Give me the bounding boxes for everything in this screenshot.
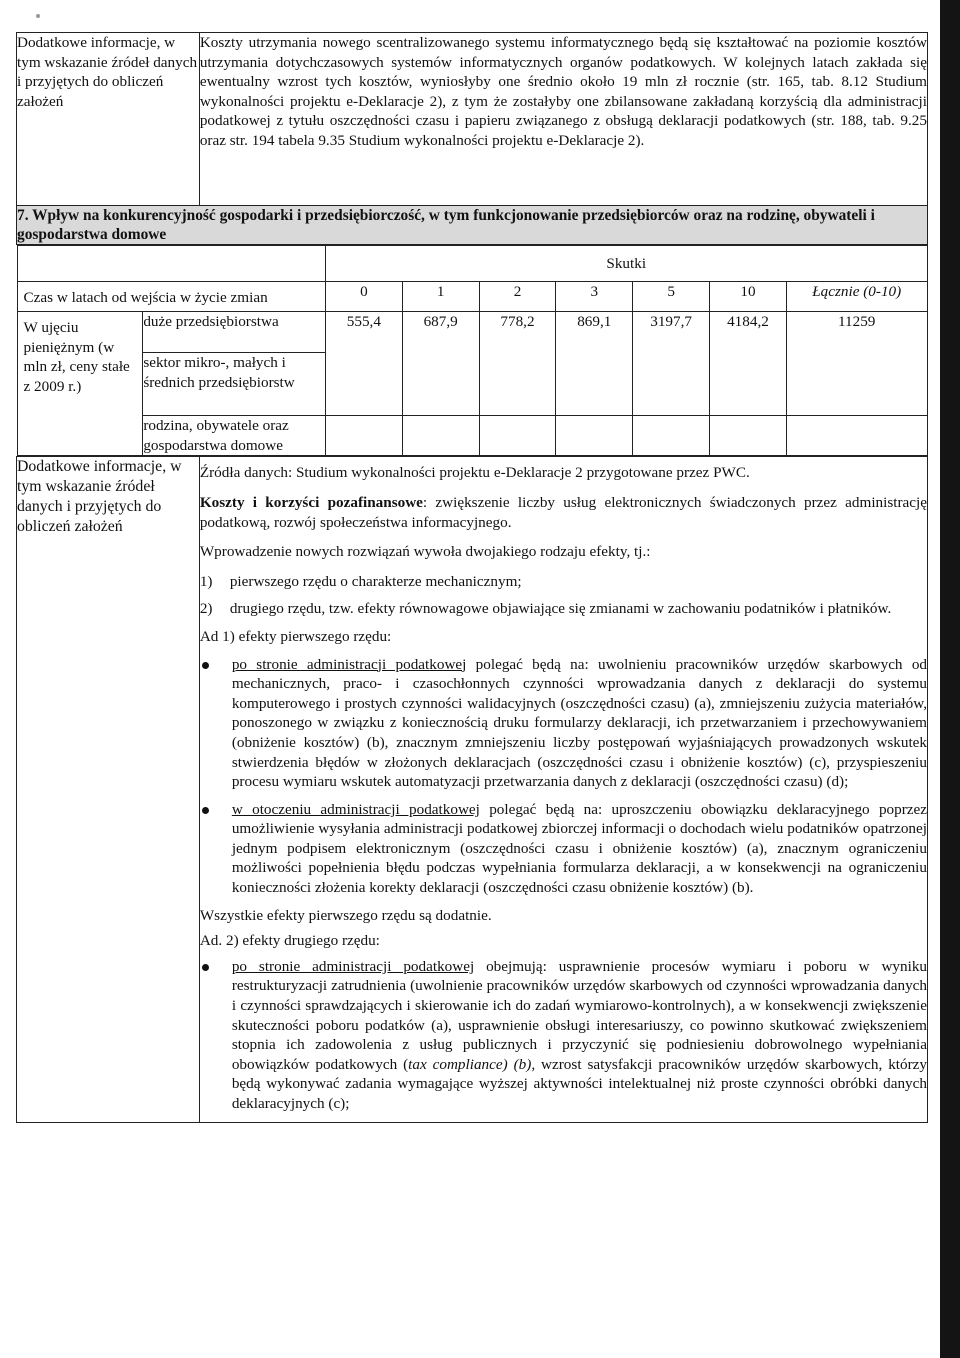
years-header-row bbox=[17, 281, 927, 312]
year-header: 10 bbox=[740, 282, 756, 300]
value-cell: 778,2 bbox=[500, 313, 535, 331]
category-large-enterprises: duże przedsiębiorstwa bbox=[143, 313, 279, 331]
bullet-icon bbox=[202, 964, 209, 971]
effects-data-row bbox=[17, 312, 927, 353]
total-value-cell: 11259 bbox=[837, 313, 876, 331]
money-label: W ujęciu pieniężnym (w mln zł, ceny stałe z 2009 r.) bbox=[23, 319, 130, 395]
section-7-header bbox=[17, 206, 928, 245]
value-cell: 869,1 bbox=[577, 313, 612, 331]
bullet-icon bbox=[202, 807, 209, 814]
list-item: po stronie administracji podatkowej obejmują: usprawnienie procesów wymiaru i poboru w wyniku restrukturyzacji zatrudnienia (uwolnienie pracowników urzędów skarbowych od czynności wprowadzania danych i czynności sprawdzających i skierowanie ich do zadań wymiarowo-kontrolnych), a w konsekwencji zwiększenie skuteczności poboru podatków (a), usprawnienie obsługi interesariuszy, co powinno skutkować zwiększeniem stopnia ich zadowolenia z usług publicznych i przyczynić się podniesieniu dobrowolnego wypełniania obowiązków podatkowych (tax compliance) (b), wzrost satysfakcji pracowników urzędów skarbowych, którzy będą wykonywać zadania wymagające wyższej aktywności intelektualnej niż proste czynności obróbki danych deklaracyjnych (c); bbox=[200, 957, 927, 1114]
value-cell: 3197,7 bbox=[650, 313, 692, 331]
effects-table bbox=[17, 245, 928, 456]
list-item: 2) drugiego rzędu, tzw. efekty równowagowe objawiające się zmianami w zachowaniu podatników i płatników. bbox=[199, 600, 892, 618]
effects-list bbox=[200, 572, 927, 619]
category-households: rodzina, obywatele oraz gospodarstwa domowe bbox=[143, 417, 289, 454]
year-header: 2 bbox=[513, 282, 522, 300]
value-cell: 687,9 bbox=[423, 313, 458, 331]
year-header: 3 bbox=[590, 282, 599, 300]
cost-text: Koszty utrzymania nowego scentralizowanego systemu informatycznego będą się kształtować na poziomie kosztów utrzymania dotychczasowych systemów informatycznych organów podatkowych. W kolejnych latach zakłada się ewentualny wzrost tych kosztów, wyniosłyby one średnio około 19 mln zł rocznie (str. 165, tab. 8.12 Studium wykonalności projektu e-Deklaracje 2), z tym że zostałyby one zbilansowane zakładaną korzyścią dla administracji podatkowej z tytułu oszczędności czasu i papieru związanego z obsługą deklaracji podatkowych (str. 188, tab. 9.25 oraz str. 194 tabela 9.35 Studium wykonalności projektu e-Deklaracje 2). bbox=[199, 34, 927, 149]
category-sme: sektor mikro-, małych i średnich przedsiębiorstw bbox=[143, 354, 295, 391]
summary-text: Wszystkie efekty pierwszego rzędu są dodatnie. bbox=[199, 906, 492, 924]
costs-heading: Koszty i korzyści pozafinansowe bbox=[199, 493, 423, 511]
row-label: Dodatkowe informacje, w tym wskazanie źródeł danych i przyjętych do obliczeń założeń bbox=[17, 34, 198, 110]
list-item: 1) pierwszego rzędu o charakterze mechanicznym; bbox=[199, 572, 522, 590]
skutki-header: Skutki bbox=[606, 255, 647, 272]
sources-text: Źródła danych: Studium wykonalności projektu e-Deklaracje 2 przygotowane przez PWC. bbox=[199, 464, 750, 482]
bullet-icon bbox=[202, 662, 209, 669]
costs-text: : zwiększenie liczby usług elektronicznych świadczonych przez administrację podatkową, rozwój społeczeństwa informacyjnego. bbox=[199, 493, 927, 531]
document-page bbox=[16, 32, 928, 1346]
value-cell: 555,4 bbox=[346, 313, 381, 331]
list-item: w otoczeniu administracji podatkowej polegać będą na: uproszczeniu obowiązku deklaracyjnego poprzez umożliwienie wysyłania administracji podatkowej zbiorczej informacji o dochodach wielu podatników opatrzonej jednym podpisem elektronicznym (oszczędności czasu i obniżenie kosztów) (a), znacznym ograniczeniu możliwości popełnienia błędu podczas wypełniania formularza deklaracji, a w konsekwencji na ograniczeniu konieczności złożenia korekty deklaracji (oszczędności czasu obniżenie kosztów) (b). bbox=[200, 800, 927, 898]
section-title: Wpływ na konkurencyjność gospodarki i przedsiębiorczość, w tym funkcjonowanie przedsiębiorców oraz na rodzinę, obywateli i gospodarstwa domowe bbox=[17, 207, 875, 243]
year-header: 1 bbox=[436, 282, 445, 300]
intro-text: Wprowadzenie nowych rozwiązań wywoła dwojakiego rodzaju efekty, tj.: bbox=[199, 543, 651, 561]
scan-dot bbox=[36, 14, 40, 18]
year-header: 5 bbox=[667, 282, 675, 300]
effects-row bbox=[17, 245, 928, 457]
section-number: 7. bbox=[17, 207, 29, 224]
ad1-heading: Ad 1) efekty pierwszego rzędu: bbox=[199, 627, 392, 645]
ad2-heading: Ad. 2) efekty drugiego rzędu: bbox=[199, 932, 380, 950]
second-order-bullets bbox=[200, 957, 927, 1114]
first-order-bullets bbox=[200, 655, 927, 898]
total-header: Łącznie (0-10) bbox=[812, 282, 902, 300]
additional-info-row-2 bbox=[17, 457, 928, 1122]
scan-edge-bar bbox=[940, 0, 960, 1358]
list-item: po stronie administracji podatkowej polegać będą na: uwolnieniu pracowników urzędów skarbowych od mechanicznych, praco- i czasochłonnych czynności wprowadzania danych z deklaracji do systemu komputerowego i prostych czynności walidacyjnych (oszczędności czasu) (a), zmniejszeniu zużycia materiałów, ponoszonego w związku z koniecznością druku formularzy deklaracji, ich przetwarzaniem i przechowywaniem (obniżenie kosztów) (b), znacznym zmniejszeniu liczby postępowań wyjaśniających prowadzonych wskutek stwierdzenia błędów w złożonych deklaracjach (oszczędności czasu i obniżenie kosztów) (c), przyspieszeniu procesu wymiaru wskutek automatyzacji przetwarzania danych z deklaracji (oszczędności czasu) (d); bbox=[200, 655, 927, 792]
value-cell: 4184,2 bbox=[727, 313, 769, 331]
time-label: Czas w latach od wejścia w życie zmian bbox=[23, 288, 268, 306]
assessment-table bbox=[16, 32, 928, 1123]
row-label: Dodatkowe informacje, w tym wskazanie źródeł danych i przyjętych do obliczeń założeń bbox=[17, 458, 182, 536]
additional-info-row-1 bbox=[17, 33, 928, 206]
year-header: 0 bbox=[360, 282, 368, 300]
